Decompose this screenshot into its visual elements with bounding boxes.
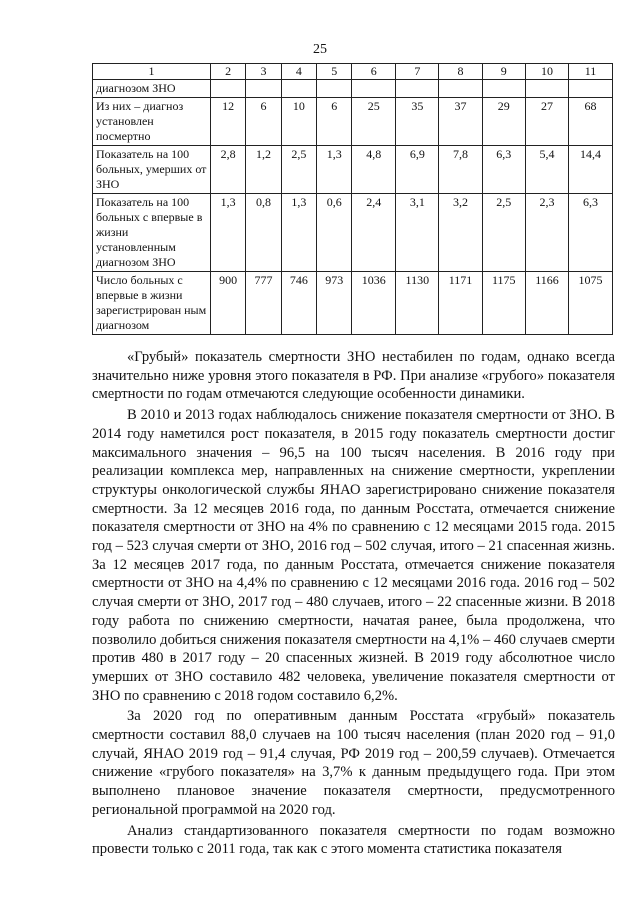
table-cell: 0,6 (317, 194, 352, 272)
table-cell: 6,9 (396, 146, 439, 194)
table-cell: 777 (246, 272, 281, 335)
table-cell: 6 (317, 98, 352, 146)
table-cell: 29 (482, 98, 525, 146)
table-row (93, 80, 613, 98)
table-cell: 1,2 (246, 146, 281, 194)
table-cell (317, 80, 352, 98)
table-cell: 746 (281, 272, 316, 335)
table-cell: 0,8 (246, 194, 281, 272)
row-label: Число больных с впервые в жизни зарегистрирован ным диагнозом (93, 272, 211, 335)
table-cell: 2,4 (352, 194, 396, 272)
table-row (93, 272, 613, 335)
column-header: 9 (482, 64, 525, 80)
table-cell: 14,4 (569, 146, 613, 194)
table-cell: 35 (396, 98, 439, 146)
table-cell: 1171 (439, 272, 482, 335)
table-cell: 3,1 (396, 194, 439, 272)
table-cell (482, 80, 525, 98)
row-label: диагнозом ЗНО (93, 80, 211, 98)
body-text (92, 348, 615, 861)
table-header-row (93, 64, 613, 80)
table-cell (246, 80, 281, 98)
table-cell: 4,8 (352, 146, 396, 194)
column-header: 8 (439, 64, 482, 80)
table-cell: 900 (211, 272, 246, 335)
table-cell: 1130 (396, 272, 439, 335)
table-cell: 10 (281, 98, 316, 146)
column-header: 10 (525, 64, 568, 80)
table-cell: 1,3 (211, 194, 246, 272)
column-header: 2 (211, 64, 246, 80)
table-cell: 6 (246, 98, 281, 146)
statistics-table (92, 63, 613, 335)
table-cell (396, 80, 439, 98)
paragraph: «Грубый» показатель смертности ЗНО нестабилен по годам, однако всегда значительно ниже уровня этого показателя в РФ. При анализе «грубого» показателя смертности по годам отмечаются следующие особенности динамики. (92, 349, 615, 403)
page-number: 25 (313, 42, 327, 57)
table-cell: 2,8 (211, 146, 246, 194)
table-cell (281, 80, 316, 98)
table-cell: 6,3 (482, 146, 525, 194)
table-cell: 68 (569, 98, 613, 146)
table-cell: 1,3 (317, 146, 352, 194)
table-cell: 2,5 (482, 194, 525, 272)
column-header: 5 (317, 64, 352, 80)
table-cell: 973 (317, 272, 352, 335)
table-cell: 1036 (352, 272, 396, 335)
column-header: 4 (281, 64, 316, 80)
row-label: Показатель на 100 больных, умерших от ЗНО (93, 146, 211, 194)
paragraph: Анализ стандартизованного показателя смертности по годам возможно провести только с 2011 года, так как с этого момента статистика показателя (92, 822, 615, 858)
paragraph: За 2020 год по оперативным данным Росстата «грубый» показатель смертности составил 88,0 случаев на 100 тысяч населения (план 2020 год – 91,0 случай, ЯНАО 2019 год – 91,4 случая, РФ 2019 год – 200,59 случаев). Отмечается снижение «грубого показателя» на 3,7% к данным предыдущего года. При этом выполнено плановое значение показателя смертности, предусмотренного региональной программой на 2020 год. (92, 708, 615, 818)
table-row (93, 146, 613, 194)
row-label: Из них – диагноз установлен посмертно (93, 98, 211, 146)
table-cell: 12 (211, 98, 246, 146)
row-label: Показатель на 100 больных с впервые в жизни установленным диагнозом ЗНО (93, 194, 211, 272)
table-cell: 37 (439, 98, 482, 146)
table-cell: 2,5 (281, 146, 316, 194)
table-cell: 1075 (569, 272, 613, 335)
table-row (93, 98, 613, 146)
column-header: 7 (396, 64, 439, 80)
table-cell (525, 80, 568, 98)
table-cell: 6,3 (569, 194, 613, 272)
column-header: 3 (246, 64, 281, 80)
column-header: 11 (569, 64, 613, 80)
table-cell: 1175 (482, 272, 525, 335)
paragraph: В 2010 и 2013 годах наблюдалось снижение показателя смертности от ЗНО. В 2014 году наметился рост показателя, в 2015 году показатель смертности достиг максимального значения – 96,5 на 100 тысяч населения. В 2016 году при реализации комплекса мер, направленных на снижение смертности, укреплении структуры онкологической службы ЯНАО зарегистрировано снижение показателя смертности. За 12 месяцев 2016 года, по данным Росстата, отмечается снижение показателя смертности от ЗНО на 4% по сравнению с 12 месяцами 2015 года. 2015 год – 523 случая смерти от ЗНО, 2016 год – 502 случая, итого – 21 спасенная жизнь. За 12 месяцев 2017 года, по данным Росстата, отмечается снижение показателя смертности от ЗНО на 4,4% по сравнению с 12 месяцами 2016 года. 2016 год – 502 случая смерти от ЗНО, 2017 год – 480 случаев, итого – 22 спасенные жизни. В 2018 году работа по снижению смертности, начатая ранее, была продолжена, что позволило добиться снижения показателя смертности на 4,1% – 460 случаев смерти против 480 в 2017 году – 20 спасенных жизней. В 2019 году абсолютное число умерших от ЗНО составило 482 человека, увеличение показателя смертности от ЗНО по сравнению с 2018 годом составило 6,2%. (92, 407, 615, 704)
table-cell: 1,3 (281, 194, 316, 272)
table-cell: 5,4 (525, 146, 568, 194)
table-cell: 27 (525, 98, 568, 146)
table-cell (211, 80, 246, 98)
table-cell: 7,8 (439, 146, 482, 194)
column-header: 1 (93, 64, 211, 80)
table-row (93, 194, 613, 272)
table-cell (352, 80, 396, 98)
table-cell (569, 80, 613, 98)
column-header: 6 (352, 64, 396, 80)
table-cell: 3,2 (439, 194, 482, 272)
table-cell: 25 (352, 98, 396, 146)
table-cell (439, 80, 482, 98)
table-cell: 1166 (525, 272, 568, 335)
table-cell: 2,3 (525, 194, 568, 272)
